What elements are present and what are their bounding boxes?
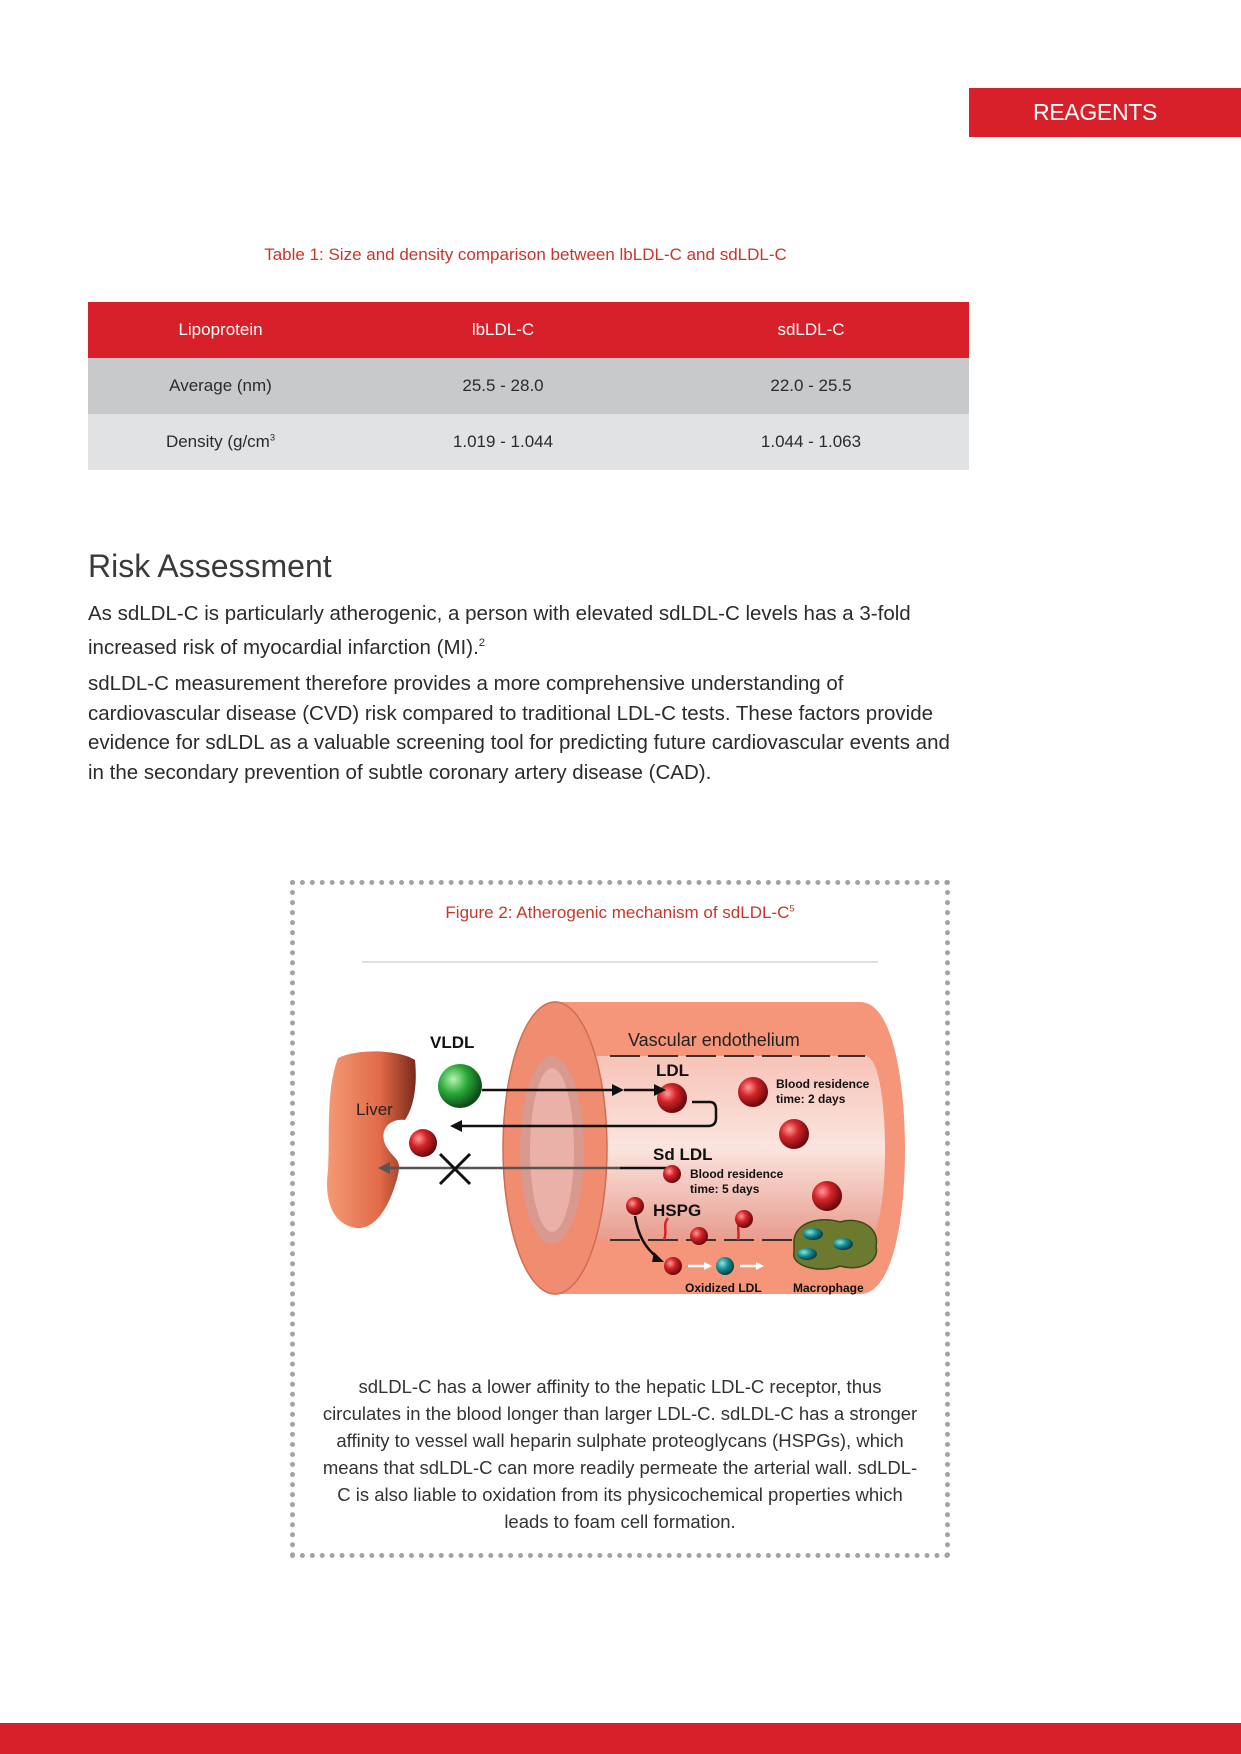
table-cell: 25.5 - 28.0 <box>353 358 653 414</box>
paragraph: sdLDL-C measurement therefore provides a more comprehensive understanding of cardiovascular disease (CVD) risk compared to traditional LDL-C tests. These factors provide evidence for sdLDL as a valuable screening tool for predicting future cardiovascular events and in the secondary prevention of subtle coronary artery disease (CAD). <box>88 672 950 784</box>
ldl-particle <box>409 1129 437 1157</box>
table-header-cell: Lipoprotein <box>88 302 353 358</box>
table-header-cell: sdLDL-C <box>653 302 969 358</box>
ldl-particle <box>657 1083 687 1113</box>
sd-ldl-particle <box>663 1165 681 1183</box>
table-cell: 22.0 - 25.5 <box>653 358 969 414</box>
sd-ldl-particle <box>626 1197 644 1215</box>
sd-ldl-label: Sd LDL <box>653 1145 713 1164</box>
sd-ldl-particle <box>664 1257 682 1275</box>
ldl-particle <box>738 1077 768 1107</box>
footer-bar <box>0 1723 1241 1754</box>
table-cell: 1.019 - 1.044 <box>353 414 653 470</box>
figure-caption <box>300 903 940 923</box>
table-header-cell: lbLDL-C <box>353 302 653 358</box>
ldl-particle <box>779 1119 809 1149</box>
liver-shape <box>327 1051 416 1228</box>
paragraph-text: As sdLDL-C is particularly atherogenic, a person with elevated sdLDL-C levels has a 3-fold increased risk of myocardial infarction (MI). <box>88 602 911 659</box>
row-label: Density (g/cm <box>165 432 270 451</box>
vldl-label: VLDL <box>430 1033 475 1052</box>
ldl-label: LDL <box>656 1061 690 1080</box>
macrophage-label: Macrophage <box>793 1281 864 1295</box>
lipoprotein-table <box>88 302 969 470</box>
macrophage-vesicle <box>833 1238 853 1250</box>
table-cell: 1.044 - 1.063 <box>653 414 969 470</box>
arrow-head <box>450 1120 462 1132</box>
liver-label: Liver <box>356 1100 393 1119</box>
paragraph <box>88 599 968 662</box>
section-tab-reagents: REAGENTS <box>969 88 1241 137</box>
table-header-row <box>88 302 969 358</box>
table-cell: Average (nm) <box>88 358 353 414</box>
residence-sd-line2: time: 5 days <box>690 1182 760 1196</box>
residence-ldl-line2: time: 2 days <box>776 1092 846 1106</box>
atherogenic-diagram <box>320 990 920 1330</box>
hspg-label: HSPG <box>653 1201 702 1220</box>
reference-superscript: 5 <box>789 903 795 914</box>
residence-ldl-line1: Blood residence <box>776 1077 870 1091</box>
table-cell <box>88 414 353 470</box>
table-caption: Table 1: Size and density comparison between lbLDL-C and sdLDL-C <box>264 245 787 264</box>
table-row <box>88 414 969 470</box>
table-row <box>88 358 969 414</box>
macrophage-vesicle <box>803 1228 823 1240</box>
superscript: 3 <box>269 432 276 443</box>
section-heading: Risk Assessment <box>88 548 332 584</box>
macrophage-vesicle <box>797 1248 817 1260</box>
reference-superscript: 2 <box>478 636 486 649</box>
figure-caption-text: Figure 2: Atherogenic mechanism of sdLDL-C <box>445 903 790 922</box>
vessel-opening <box>530 1068 574 1232</box>
residence-sd-line1: Blood residence <box>690 1167 784 1181</box>
oxidized-ldl-particle <box>716 1257 734 1275</box>
sd-ldl-particle <box>735 1210 753 1228</box>
ldl-particle <box>812 1181 842 1211</box>
oxidized-ldl-label: Oxidized LDL <box>685 1281 762 1295</box>
divider <box>362 961 878 963</box>
vldl-particle <box>438 1064 482 1108</box>
figure-description: sdLDL-C has a lower affinity to the hepatic LDL-C receptor, thus circulates in the blood longer than larger LDL-C. sdLDL-C has a stronger affinity to vessel wall heparin sulphate proteoglycans (HSPGs), which means that sdLDL-C can more readily permeate the arterial wall. sdLDL-C is also liable to oxidation from its physicochemical properties which leads to foam cell formation. <box>322 1376 918 1532</box>
sd-ldl-particle <box>690 1227 708 1245</box>
vascular-endothelium-label: Vascular endothelium <box>628 1030 800 1050</box>
